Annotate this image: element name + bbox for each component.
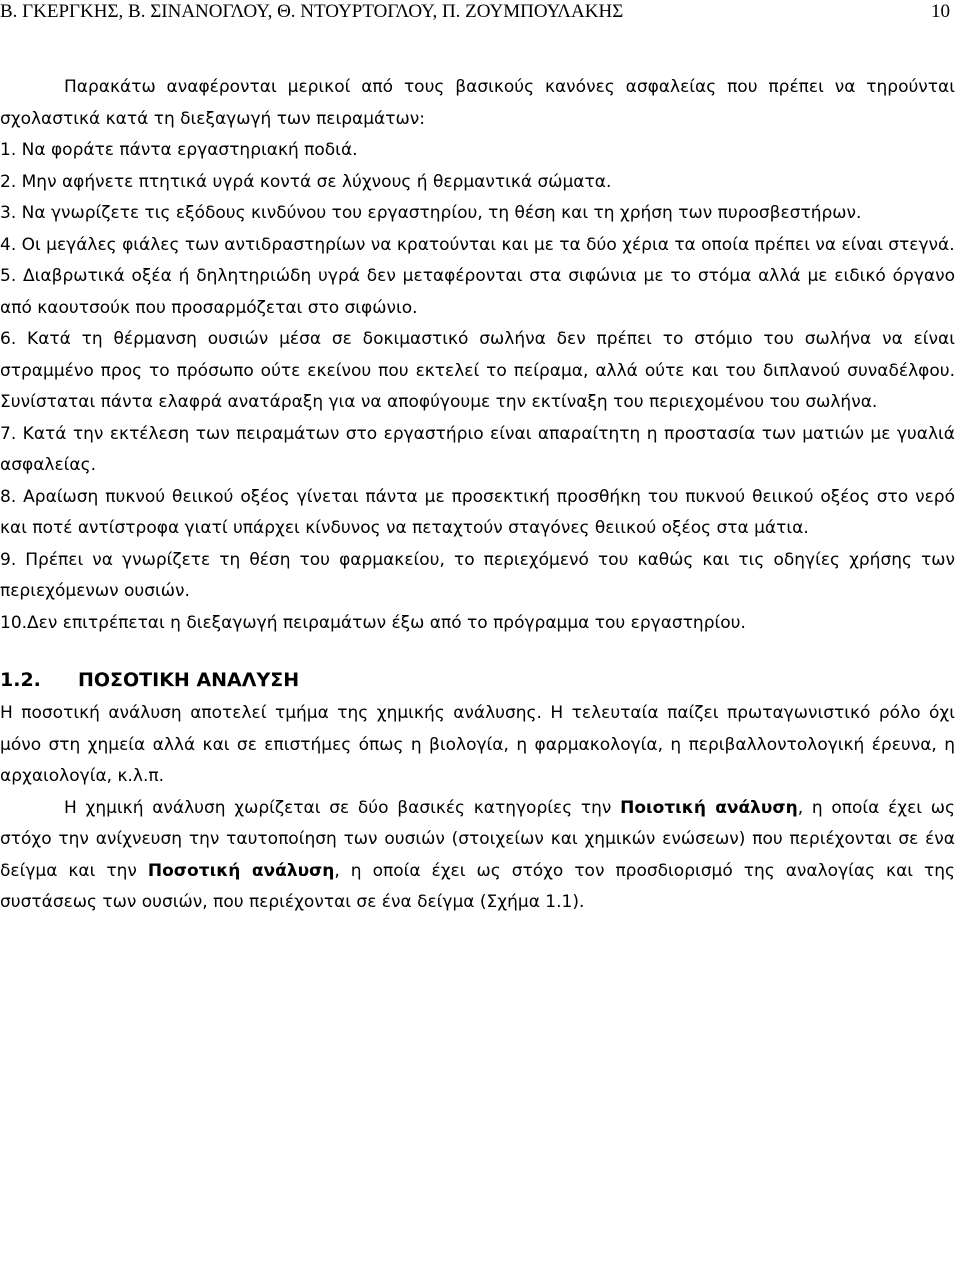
safety-rule-1: 1. Να φοράτε πάντα εργαστηριακή ποδιά. [0, 140, 358, 160]
safety-rule-6: 6. Κατά τη θέρμανση ουσιών μέσα σε δοκιμαστικό σωλήνα δεν πρέπει το στόμιο του σωλήνα να είναι στραμμένο προς το πρόσωπο ούτε εκείνου που εκτελεί το πείραμα, αλλά ούτε και του διπλανού συναδέλφου. Συνίσταται πάντα ελαφρά ανατάραξη για να αποφύγουμε την εκτίναξη του περιεχομένου του σωλήνα. [0, 329, 955, 412]
page-number: 10 [931, 1, 950, 22]
safety-rule-2: 2. Μην αφήνετε πτητικά υγρά κοντά σε λύχνους ή θερμαντικά σώματα. [0, 171, 612, 192]
safety-rule-10: 10.Δεν επιτρέπεται η διεξαγωγή πειραμάτων έξω από το πρόγραμμα του εργαστηρίου. [0, 612, 746, 633]
paragraph2-part2: , η οποία έχει ως στόχο την ανίχνευση την ταυτοποίηση των ουσιών (στοιχείων και χημικών ενώσεων) που περιέχονται σε ένα δείγμα και την [0, 797, 955, 881]
paragraph2-part3: , η οποία έχει ως στόχο τον προσδιορισμό της αναλογίας και της συστάσεως των ουσιών, που περιέχονται σε ένα δείγμα (Σχήμα 1.1). [0, 860, 956, 912]
document-body [0, 72, 955, 919]
intro-paragraph: Παρακάτω αναφέρονται μερικοί από τους βασικούς κανόνες ασφαλείας που πρέπει να τηρούνται σχολαστικά κατά τη διεξαγωγή των πειραμάτων: [0, 77, 955, 129]
safety-rule-4: 4. Οι μεγάλες φιάλες των αντιδραστηρίων να κρατούνται και με τα δύο χέρια τα οποία πρέπει να είναι στεγνά. [0, 234, 955, 255]
paragraph2-part1: Η χημική ανάλυση χωρίζεται σε δύο βασικές κατηγορίες την [64, 797, 621, 818]
section-number: 1.2. [0, 669, 41, 691]
analysis-categories-paragraph [0, 793, 955, 919]
safety-rule-7: 7. Κατά την εκτέλεση των πειραμάτων στο εργαστήριο είναι απαραίτητη η προστασία των ματιών με γυαλιά ασφαλείας. [0, 423, 955, 475]
section-title: ΠΟΣΟΤΙΚΗ ΑΝΑΛΥΣΗ [78, 669, 300, 691]
quantitative-analysis-term: Ποσοτική ανάλυση [147, 860, 335, 881]
section-heading [0, 664, 955, 696]
qualitative-analysis-term: Ποιοτική ανάλυση [620, 797, 798, 818]
quantitative-analysis-paragraph: Η ποσοτική ανάλυση αποτελεί τμήμα της χημικής ανάλυσης. Η τελευταία παίζει πρωταγωνιστικό ρόλο όχι μόνο στη χημεία αλλά και σε επιστήμες όπως η βιολογία, η φαρμακολογία, η περιβαλλοντολογική έρευνα, η αρχαιολογία, κ.λ.π. [0, 703, 955, 786]
safety-rule-3: 3. Να γνωρίζετε τις εξόδους κινδύνου του εργαστηρίου, τη θέση και τη χρήση των πυροσβεστήρων. [0, 203, 862, 223]
safety-rule-8: 8. Αραίωση πυκνού θειικού οξέος γίνεται πάντα με προσεκτική προσθήκη του πυκνού θειικού οξέος στο νερό και ποτέ αντίστροφα γιατί υπάρχει κίνδυνος να πεταχτούν σταγόνες θειικού οξέος στα μάτια. [0, 486, 955, 538]
safety-rule-9: 9. Πρέπει να γνωρίζετε τη θέση του φαρμακείου, το περιεχόμενό του καθώς και τις οδηγίες χρήσης των περιεχόμενων ουσιών. [0, 549, 955, 601]
header-authors: Β. ΓΚΕΡΓΚΗΣ, Β. ΣΙΝΑΝΟΓΛΟΥ, Θ. ΝΤΟΥΡΤΟΓΛΟΥ, Π. ΖΟΥΜΠΟΥΛΑΚΗΣ [0, 1, 624, 22]
running-header [0, 0, 950, 28]
safety-rule-5: 5. Διαβρωτικά οξέα ή δηλητηριώδη υγρά δεν μεταφέρονται στα σιφώνια με το στόμα αλλά με ειδικό όργανο από καουτσούκ που προσαρμόζεται στο σιφώνιο. [0, 266, 955, 318]
